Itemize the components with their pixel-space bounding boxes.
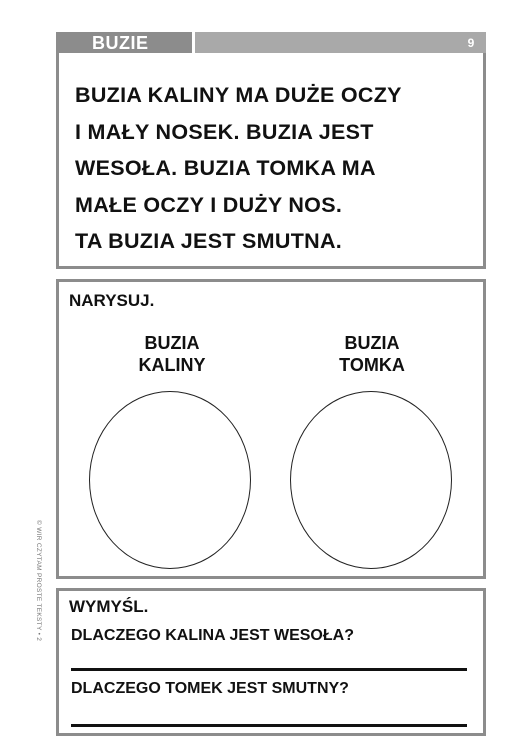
- tomek-drawing-oval[interactable]: [290, 391, 452, 569]
- questions-box: [56, 588, 486, 736]
- drawing-heading: NARYSUJ.: [69, 291, 155, 310]
- tomek-label-line: TOMKA: [339, 355, 405, 375]
- answer-line-kalina[interactable]: [71, 668, 467, 671]
- tomek-label-line: BUZIA: [344, 333, 400, 353]
- questions-heading: WYMYŚL.: [69, 597, 149, 616]
- kalina-drawing-oval[interactable]: [89, 391, 251, 569]
- reading-line: BUZIA KALINY MA DUŻE OCZY: [75, 83, 402, 107]
- reading-text: [75, 77, 473, 260]
- side-credit: [36, 520, 44, 680]
- answer-line-tomek[interactable]: [71, 724, 467, 727]
- reading-line: TA BUZIA JEST SMUTNA.: [75, 229, 343, 253]
- page-title: BUZIE: [56, 32, 192, 54]
- question-tomek: DLACZEGO TOMEK JEST SMUTNY?: [71, 680, 349, 697]
- side-credit-text: © WIR CZYTAM PROSTE TEKSTY • 2: [35, 520, 42, 642]
- kalina-face-label: [102, 332, 242, 376]
- reading-box: [56, 53, 486, 269]
- reading-line: WESOŁA. BUZIA TOMKA MA: [75, 156, 376, 180]
- tomek-face-label: [302, 332, 442, 376]
- question-kalina: DLACZEGO KALINA JEST WESOŁA?: [71, 627, 354, 644]
- kalina-label-line: KALINY: [138, 355, 206, 375]
- drawing-box: [56, 279, 486, 579]
- reading-line: MAŁE OCZY I DUŻY NOS.: [75, 192, 343, 217]
- title-divider: [192, 32, 195, 54]
- kalina-label-line: BUZIA: [144, 333, 200, 353]
- page-number: 9: [467, 36, 475, 50]
- reading-line: I MAŁY NOSEK. BUZIA JEST: [75, 119, 374, 144]
